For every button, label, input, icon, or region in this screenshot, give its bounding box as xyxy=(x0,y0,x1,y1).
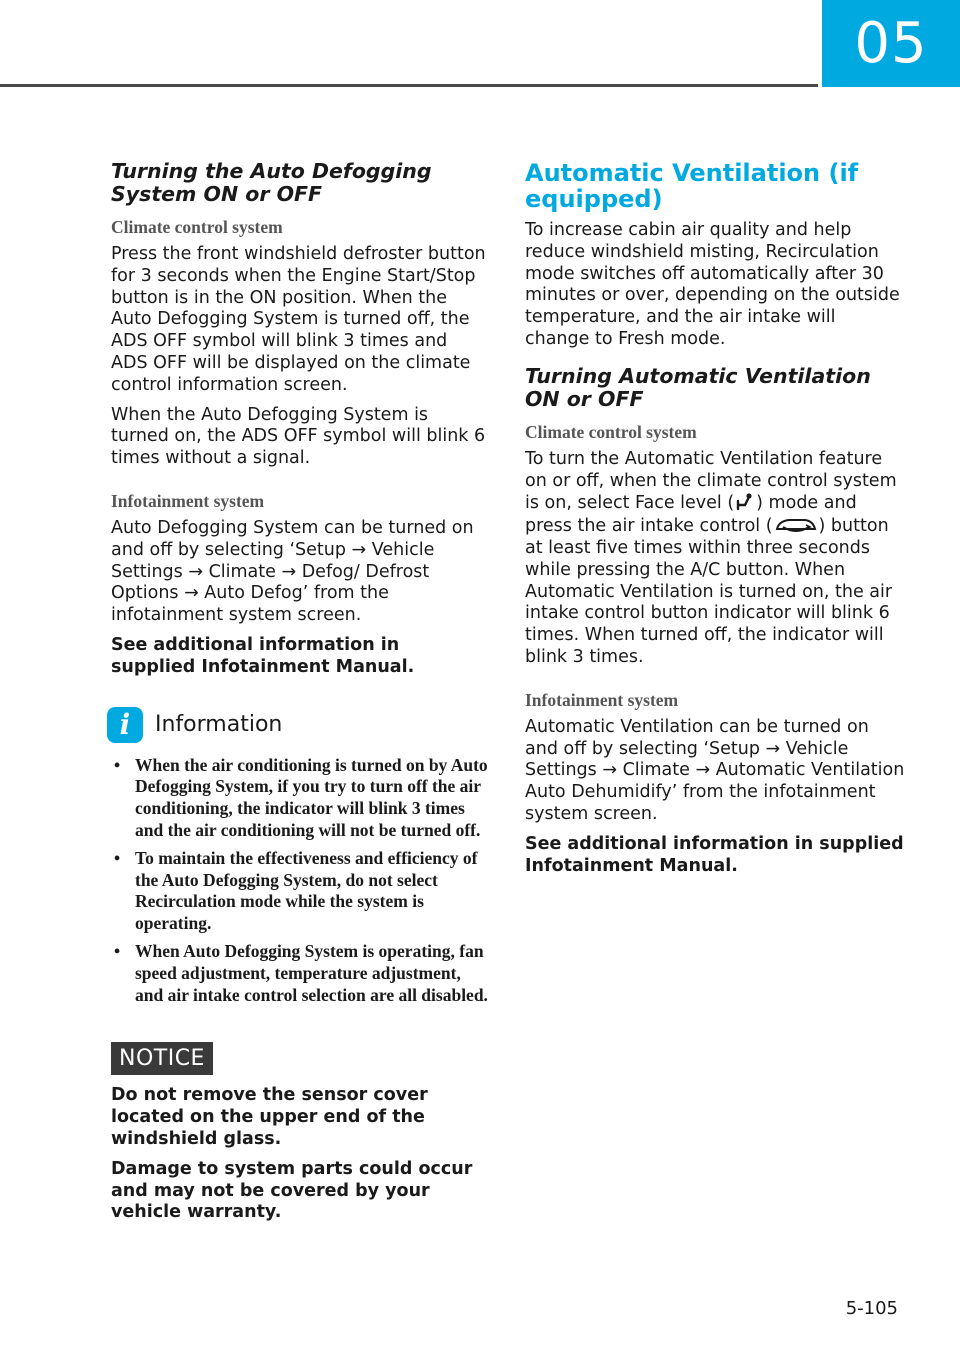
chapter-tab xyxy=(822,0,960,87)
air-intake-control-icon xyxy=(773,515,819,537)
header-rule xyxy=(0,84,818,87)
subheading-infotainment: Infotainment system xyxy=(525,689,679,710)
subsection-title-ventilation-toggle: Turning Automatic Ventilation ON or OFF xyxy=(525,363,871,411)
information-list xyxy=(111,755,489,1007)
subheading-infotainment: Infotainment system xyxy=(111,490,265,511)
notice-paragraph: Do not remove the sensor cover located on the upper end of the windshield glass. xyxy=(111,1085,428,1149)
page-number: 5-105 xyxy=(845,1298,898,1319)
subheading-climate-control: Climate control system xyxy=(525,421,697,442)
paragraph-bold: See additional information in supplied Infotainment Manual. xyxy=(525,833,904,876)
list-item: • To maintain the effectiveness and efficiency of the Auto Defogging System, do not select Recirculation mode while the system is operating. xyxy=(114,847,478,934)
right-column xyxy=(525,160,905,885)
subheading-climate-control: Climate control system xyxy=(111,217,283,237)
paragraph: To turn the Automatic Ventilation feature on or off, when the climate control system is on, select Face level ( ) mode and press the air intake control ( ) button at least five times within three seconds while pressing the A/C button. When Automatic Ventilation is turned on, the air intake control button indicator will blink 6 times. When turned off, the indicator will blink 3 times. xyxy=(525,448,897,667)
paragraph: When the Auto Defogging System is turned on, the ADS OFF symbol will blink 6 times without a signal. xyxy=(111,404,486,469)
paragraph: Automatic Ventilation can be turned on and off by selecting ‘Setup → Vehicle Settings → Climate → Automatic Ventilation Auto Dehumidify’ from the infotainment system screen. xyxy=(525,716,905,824)
section-title-auto-ventilation: Automatic Ventilation (if equipped) xyxy=(525,159,859,213)
list-item: • When Auto Defogging System is operating, fan speed adjustment, temperature adjustment, and air intake control selection are all disabled. xyxy=(114,940,488,1005)
notice-paragraph: Damage to system parts could occur and may not be covered by your vehicle warranty. xyxy=(111,1158,473,1223)
paragraph: To increase cabin air quality and help reduce windshield misting, Recirculation mode switches off automatically after 30 minutes or over, depending on the outside temperature, and the air intake will change to Fresh mode. xyxy=(525,220,900,349)
information-title: Information xyxy=(155,712,283,738)
notice-badge: NOTICE xyxy=(111,1042,213,1075)
information-header xyxy=(107,707,489,743)
list-item: • When the air conditioning is turned on by Auto Defogging System, if you try to turn off the air conditioning, the indicator will blink 3 times and the air conditioning will not be turned off. xyxy=(114,754,488,840)
face-level-mode-icon xyxy=(734,492,756,514)
paragraph-bold: See additional information in supplied Infotainment Manual. xyxy=(111,634,415,677)
left-column xyxy=(111,160,489,1232)
paragraph: Press the front windshield defroster button for 3 seconds when the Engine Start/Stop button is in the ON position. When the Auto Defogging System is turned off, the ADS OFF symbol will blink 3 times and ADS OFF will be displayed on the climate control information screen. xyxy=(111,244,486,395)
information-icon: i xyxy=(107,707,143,743)
chapter-number: 05 xyxy=(854,11,928,76)
section-title-auto-defog: Turning the Auto Defogging System ON or OFF xyxy=(111,159,432,206)
paragraph: Auto Defogging System can be turned on and off by selecting ‘Setup → Vehicle Settings → Climate → Defog/ Defrost Options → Auto Defog’ from the infotainment system screen. xyxy=(111,517,474,626)
